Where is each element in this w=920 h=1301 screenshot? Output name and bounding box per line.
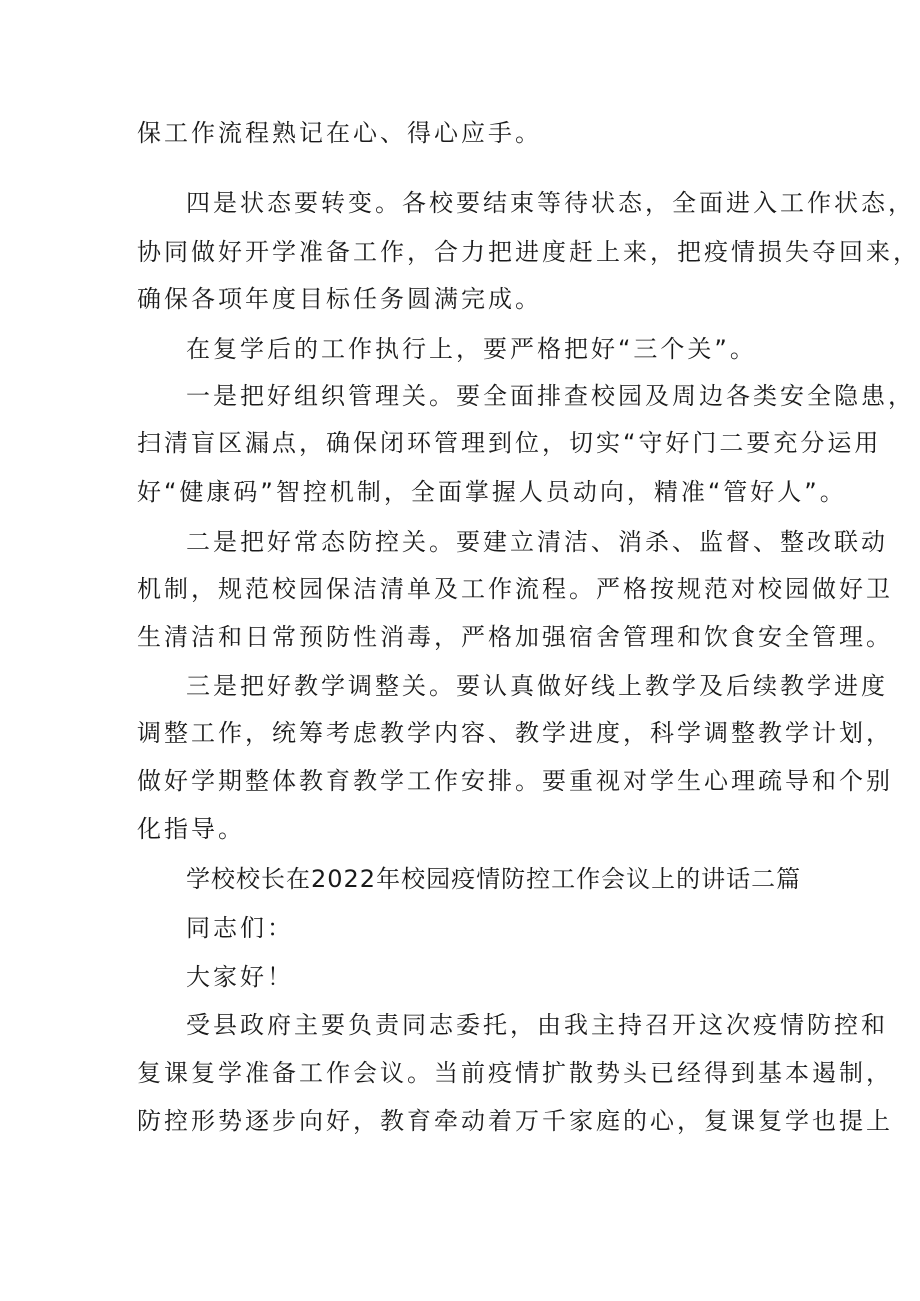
text-line: 防控形势逐步向好，教育牵动着万千家庭的心，复课复学也提上 <box>137 1107 893 1135</box>
text-line: 一是把好组织管理关。要全面排查校园及周边各类安全隐患， <box>186 382 915 410</box>
text-line: 机制，规范校园保洁清单及工作流程。严格按规范对校园做好卫 <box>137 575 893 603</box>
text-line: 确保各项年度目标任务圆满完成。 <box>137 285 542 313</box>
text-line: 四是状态要转变。各校要结束等待状态，全面进入工作状态， <box>186 189 915 217</box>
text-line: 在复学后的工作执行上，要严格把好“三个关”。 <box>186 335 757 363</box>
text-line: 化指导。 <box>137 815 245 843</box>
text-line: 协同做好开学准备工作，合力把进度赶上来，把疫情损失夺回来， <box>137 238 920 266</box>
salutation: 同志们： <box>186 914 294 942</box>
text-line: 生清洁和日常预防性消毒，严格加强宿舍管理和饮食安全管理。 <box>137 623 893 651</box>
text-line: 调整工作，统筹考虑教学内容、教学进度，科学调整教学计划， <box>137 719 893 747</box>
text-line: 受县政府主要负责同志委托，由我主持召开这次疫情防控和 <box>186 1011 888 1039</box>
text-line: 三是把好教学调整关。要认真做好线上教学及后续教学进度 <box>186 672 888 700</box>
section-title: 学校校长在2022年校园疫情防控工作会议上的讲话二篇 <box>186 865 802 893</box>
text-line: 扫清盲区漏点，确保闭环管理到位，切实“守好门二要充分运用 <box>137 429 882 457</box>
text-line: 复课复学准备工作会议。当前疫情扩散势头已经得到基本遏制， <box>137 1059 893 1087</box>
greeting: 大家好！ <box>186 963 294 991</box>
text-line: 保工作流程熟记在心、得心应手。 <box>137 119 542 147</box>
text-line: 做好学期整体教育教学工作安排。要重视对学生心理疏导和个别 <box>137 767 893 795</box>
text-line: 好“健康码”智控机制，全面掌握人员动向，精准“管好人”。 <box>137 478 847 506</box>
text-line: 二是把好常态防控关。要建立清洁、消杀、监督、整改联动 <box>186 528 888 556</box>
